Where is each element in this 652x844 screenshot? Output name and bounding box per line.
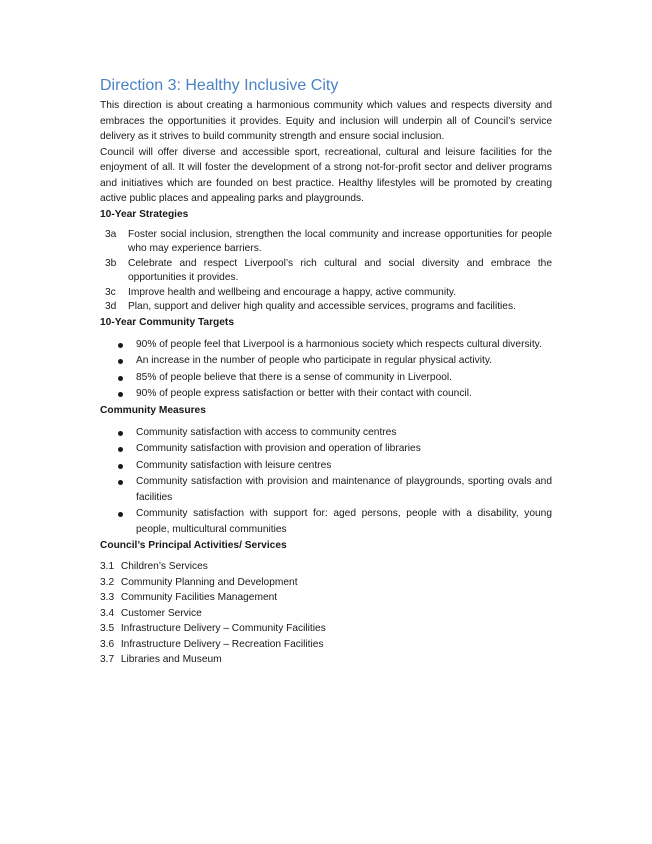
target-item [100,337,552,353]
measures-heading: Community Measures [100,404,206,416]
strategy-text: Improve health and wellbeing and encourage a happy, active community. [128,286,457,298]
activity-text: Children’s Services [120,561,208,572]
bullet-icon [118,343,123,348]
strategy-item [100,257,552,286]
activity-number: 3.6 [100,638,115,650]
intro-paragraph: This direction is about creating a harmonious community which values and respects diversity and embraces the opportunities it provides. Equity and inclusion will underpin all of Council’s service delivery as it strives to build community strength and ensure social inclusion. [100,100,552,142]
bullet-icon [118,480,123,485]
bullet-icon [118,512,123,517]
activity-number: 3.3 [100,592,115,603]
target-item [100,386,552,402]
activity-text: Infrastructure Delivery – Community Facilities [120,623,326,634]
measure-text: Community satisfaction with support for: aged persons, people with a disability, young people, multicultural communities [136,508,552,535]
measure-item [100,441,552,457]
activity-item [100,590,552,606]
targets-list [100,337,552,402]
activities-heading: Council’s Principal Activities/ Services [100,540,287,551]
activity-item [100,606,552,622]
activity-item [100,637,552,653]
activity-text: Infrastructure Delivery – Recreation Facilities [120,638,324,650]
activity-text: Community Facilities Management [120,592,278,603]
strategy-item [100,286,552,301]
strategies-heading: 10-Year Strategies [100,208,189,220]
bullet-icon [118,376,123,381]
bullet-icon [118,464,123,469]
strategy-number: 3a [105,228,117,240]
bullet-icon [118,447,123,452]
target-text: 85% of people believe that there is a sense of community in Liverpool. [136,371,452,383]
activity-number: 3.4 [100,607,115,619]
strategy-number: 3b [105,257,117,269]
measures-list [100,425,552,538]
strategies-list [100,228,552,315]
strategy-text: Celebrate and respect Liverpool’s rich cultural and social diversity and embrace the opportunities it provides. [128,257,552,283]
target-item [100,353,552,369]
bullet-icon [118,359,123,364]
activity-text: Customer Service [120,607,202,619]
activity-number: 3.2 [100,576,115,588]
bullet-icon [118,392,123,397]
measure-item [100,458,552,474]
activities-list [100,559,552,668]
measure-item [100,425,552,441]
measure-text: Community satisfaction with provision and maintenance of playgrounds, sporting ovals and facilities [136,476,552,503]
page-content [100,74,552,668]
strategy-number: 3d [105,301,117,312]
activity-text: Community Planning and Development [120,576,298,588]
activity-item [100,559,552,575]
activity-number: 3.5 [100,623,115,634]
targets-heading: 10-Year Community Targets [100,316,234,328]
measure-item [100,474,552,505]
target-text: 90% of people feel that Liverpool is a harmonious society which respects cultural diversity. [136,338,542,350]
target-text: An increase in the number of people who participate in regular physical activity. [136,355,492,366]
strategy-item [100,300,552,315]
activity-number: 3.1 [100,561,115,572]
activity-item [100,575,552,591]
target-text: 90% of people express satisfaction or better with their contact with council. [136,388,472,399]
strategy-text: Plan, support and deliver high quality and accessible services, programs and facilities. [128,301,516,312]
measure-text: Community satisfaction with access to community centres [136,426,397,438]
activity-text: Libraries and Museum [120,654,222,665]
measure-text: Community satisfaction with provision and operation of libraries [136,443,421,454]
bullet-icon [118,431,123,436]
activity-number: 3.7 [100,654,115,665]
activity-item [100,652,552,668]
strategy-item [100,228,552,257]
target-item [100,370,552,386]
strategy-number: 3c [105,286,116,298]
activity-item [100,621,552,637]
page-title: Direction 3: Healthy Inclusive City [100,77,339,94]
measure-text: Community satisfaction with leisure centres [136,459,332,471]
facilities-paragraph: Council will offer diverse and accessible sport, recreational, cultural and leisure facilities for the enjoyment of all. It will foster the development of a strong not-for-profit sector and deliver programs and initiatives which are founded on best practice. Healthy lifestyles will be promoted by creating active public places and appealing parks and playgrounds. [100,146,552,204]
measure-item [100,506,552,537]
strategy-text: Foster social inclusion, strengthen the local community and increase opportunities for people who may experience barriers. [128,228,552,254]
